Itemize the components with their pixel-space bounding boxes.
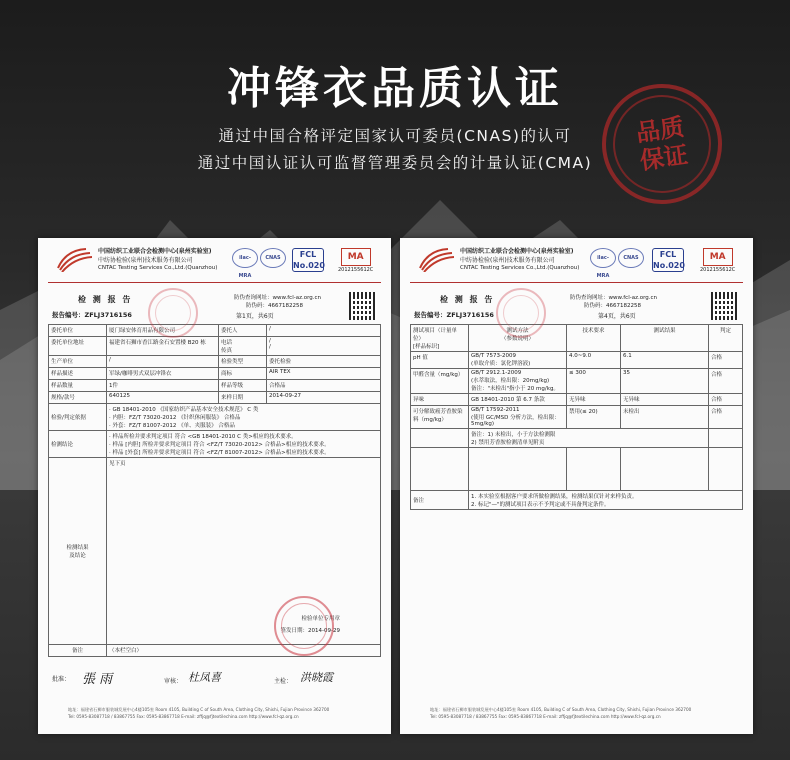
report-title: 检 测 报 告 bbox=[440, 295, 495, 304]
table-row: 生产单位 / 检验类型 委托检验 bbox=[49, 356, 381, 368]
table-row: 委托单位 厦门绿安体育用品有限公司 委托人 / bbox=[49, 325, 381, 337]
table-row: 异味 GB 18401-2010 第 6.7 条款 无异味 无异味 合格 bbox=[411, 394, 743, 406]
report-footer: 地址：福建省石狮市服装城发展中心4楼105室 Room 4105, Building C of South Area, Clothing City, Shishi, Fujian Province 362700 Tel: 0595-83087718 / 83867755 Fax: 0595-83867718 E-mail: zffjq@fjtextilechina.com http://www.fcl-qz.org.cn bbox=[430, 707, 692, 719]
table-row: 可分解致癌芳香胺染料（mg/kg） GB/T 17592-2011 (使用 GC/MSD 分析方法，检出限：5mg/kg) 禁用(≤ 20) 未检出 合格 bbox=[411, 406, 743, 429]
table-row bbox=[411, 448, 743, 491]
report-stamp bbox=[496, 288, 546, 338]
verify-code: 防伪码：4667182258 bbox=[246, 303, 303, 309]
ilac-badge: ilac-MRA bbox=[232, 248, 258, 269]
lab-company-en: CNTAC Testing Services Co.,Ltd.(Quanzhou) bbox=[98, 265, 218, 271]
lab-name-cn: 中国纺织工业联合会检测中心(泉州实验室) bbox=[98, 248, 212, 255]
ilac-badge: ilac-MRA bbox=[590, 248, 616, 269]
lab-company-en: CNTAC Testing Services Co.,Ltd.(Quanzhou) bbox=[460, 265, 580, 271]
tester-signature: 洪晓霞 bbox=[300, 671, 333, 684]
cma-subtitle: 通过中国认证认可监督管理委员会的计量认证(CMA) bbox=[197, 154, 593, 172]
page-title: 冲锋衣品质认证 bbox=[227, 63, 563, 114]
fcl-badge: FCL No.020 bbox=[653, 250, 685, 270]
table-row: 甲醛含量（mg/kg） GB/T 2912.1-2009 (水萃取法，检出限：20mg/kg) 备注："未检出"指小于 20 mg/kg。 ≤ 300 35 合格 bbox=[411, 369, 743, 394]
ma-badge: MA 2012155612C bbox=[700, 248, 735, 273]
table-row: 委托单位地址 福建省石狮市香江路金石安置楼 B20 栋 电话 传真 / / bbox=[49, 337, 381, 356]
qr-code-icon bbox=[349, 292, 377, 320]
test-results-table bbox=[410, 324, 743, 690]
page-number: 第4页，共6页 bbox=[598, 313, 636, 320]
table-row: pH 值 GB/T 7573-2009 (单取介质：氯化钾溶液) 4.0~9.0 6.1 合格 bbox=[411, 352, 743, 369]
table-row: 样品描述 军绿/咖啡男式双层冲锋衣 商标 AIR TEX bbox=[49, 368, 381, 380]
lab-logo-icon bbox=[56, 246, 92, 272]
reviewer-label: 审核： bbox=[164, 678, 183, 685]
ma-badge: MA 2012155612C bbox=[338, 248, 373, 273]
table-row: 规格/款号 640125 来样日期 2014-09-27 bbox=[49, 392, 381, 404]
table-row: 备注 （本栏空白） bbox=[49, 645, 381, 657]
reviewer-signature: 杜凤喜 bbox=[188, 671, 221, 684]
header-divider bbox=[410, 282, 743, 283]
verify-site: 防伪查询网址：www.fcl-az.org.cn bbox=[234, 295, 321, 301]
verify-site: 防伪查询网址：www.fcl-az.org.cn bbox=[570, 295, 657, 301]
approver-signature: 張 雨 bbox=[82, 672, 113, 687]
test-report-page-4 bbox=[400, 238, 753, 734]
qr-code-icon bbox=[711, 292, 739, 320]
table-row: 检验/判定依据 · GB 18401-2010 《国家纺织产品基本安全技术规范》 C 类 · 内胆：FZ/T 73020-2012 《针织休闲服装》 合格品 · 外套：FZ/T 81007-2012 《单、夹服装》 合格品 bbox=[49, 404, 381, 431]
test-report-page-1 bbox=[38, 238, 391, 734]
table-row bbox=[411, 510, 743, 691]
table-row: 检测结论 · 样品所检并要求判定项目 符合 <GB 18401-2010 C 类>相应的技术要求。 · 样品 [内胆] 所检并要求判定项目 符合 <FZ/T 73020-2012> 合格品>相应的技术要求。 · 样品 [外套] 所检并要求判定项目 符合 <FZ/T 81007-2012> 合格品>相应的技术要求。 bbox=[49, 431, 381, 458]
report-info-table bbox=[48, 324, 381, 657]
seal-top-text: 品质 bbox=[634, 112, 686, 148]
seal-bottom-text: 保证 bbox=[638, 140, 690, 176]
inspection-stamp bbox=[274, 596, 334, 656]
report-title: 检 测 报 告 bbox=[78, 295, 133, 304]
report-number: 报告编号：ZFLJ3716156 bbox=[414, 311, 494, 319]
table-row: 备注 1. 本实验室根据客户要求所做检测结果，检测结果仅针对来样负责。 2. 标记"—"的测试项目表示不予判定或不具备判定条件。 bbox=[411, 491, 743, 510]
verify-code: 防伪码：4667182258 bbox=[584, 303, 641, 309]
lab-logo-icon bbox=[418, 246, 454, 272]
table-row: 检测结果 及结论 见下页 检验单位专用章 签发日期：2014-09-29 bbox=[49, 458, 381, 645]
cnas-subtitle: 通过中国合格评定国家认可委员(CNAS)的认可 bbox=[218, 127, 572, 145]
table-row: 样品数量 1件 样品等级 合格品 bbox=[49, 380, 381, 392]
report-footer: 地址：福建省石狮市服装城发展中心4楼105室 Room 4105, Building C of South Area, Clothing City, Shishi, Fujian Province 362700 Tel: 0595-83087718 / 83867755 Fax: 0595-83867718 E-mail: zffjq@fjtextilechina.com http://www.fcl-qz.org.cn bbox=[68, 707, 330, 719]
header-divider bbox=[48, 282, 381, 283]
cnas-badge: CNAS bbox=[618, 248, 644, 269]
lab-company-cn: 中纺协检验(泉州)技术服务有限公司 bbox=[460, 257, 555, 264]
signature-row: 批准： bbox=[52, 676, 71, 683]
report-stamp bbox=[148, 288, 198, 338]
tester-label: 主检： bbox=[274, 678, 293, 685]
lab-company-cn: 中纺协检验(泉州)技术服务有限公司 bbox=[98, 257, 193, 264]
table-row: 备注：1) 未检出，小于方法检测限 2) 禁用芳香胺检测清单见附页 bbox=[411, 429, 743, 448]
table-header-row: 测试项目（计量单位） [样品标识] 测试方法 （参数说明） 技术要求 测试结果 判定 bbox=[411, 325, 743, 352]
fcl-badge: FCL No.020 bbox=[293, 250, 325, 270]
report-number: 报告编号：ZFLJ3716156 bbox=[52, 311, 132, 319]
page-number: 第1页，共6页 bbox=[236, 313, 274, 320]
cnas-badge: CNAS bbox=[260, 248, 286, 269]
lab-name-cn: 中国纺织工业联合会检测中心(泉州实验室) bbox=[460, 248, 574, 255]
